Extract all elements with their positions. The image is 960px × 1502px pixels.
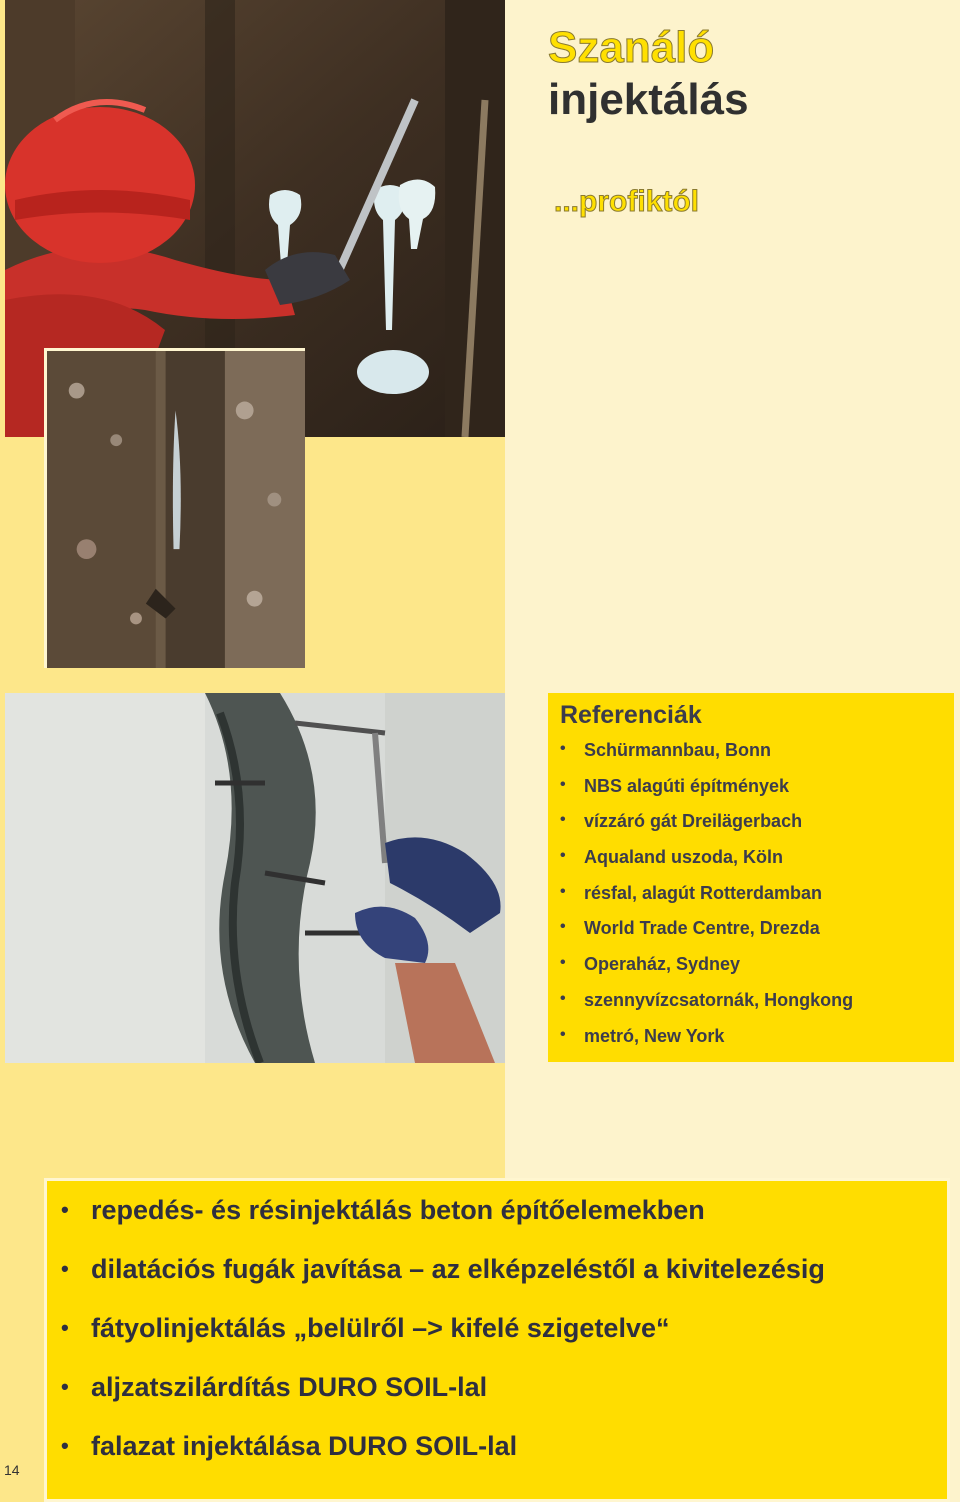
list-item [61, 1254, 825, 1313]
list-item [560, 1026, 853, 1062]
reference-item: Aqualand uszoda, Köln [584, 847, 784, 868]
list-item [61, 1313, 825, 1372]
reference-item: szennyvízcsatornák, Hongkong [584, 989, 854, 1010]
list-item [61, 1195, 825, 1254]
reference-item: NBS alagúti építmények [584, 775, 790, 796]
reference-item: vízzáró gát Dreilägerbach [584, 811, 803, 832]
reference-item: metró, New York [584, 1025, 725, 1046]
service-item: falazat injektálása DURO SOIL-lal [91, 1431, 518, 1461]
reference-item: résfal, alagút Rotterdamban [584, 882, 823, 903]
services-list [61, 1195, 825, 1490]
bullet-icon: • [560, 989, 566, 1007]
list-item [560, 954, 853, 990]
list-item [560, 776, 853, 812]
service-item: repedés- és résinjektálás beton építőelemekben [91, 1195, 705, 1225]
service-item: dilatációs fugák javítása – az elképzeléstől a kivitelezésig [91, 1254, 825, 1284]
reference-item: Operaház, Sydney [584, 954, 741, 975]
list-item [560, 883, 853, 919]
references-heading: Referenciák [560, 701, 702, 729]
service-item: aljzatszilárdítás DURO SOIL-lal [91, 1372, 488, 1402]
list-item [560, 847, 853, 883]
list-item [560, 740, 853, 776]
bullet-icon: • [560, 740, 566, 757]
bullet-icon: • [560, 882, 566, 900]
subtitle: ...profiktól [554, 185, 699, 218]
bullet-icon: • [560, 1025, 566, 1043]
bullet-icon: • [61, 1197, 69, 1222]
list-item [560, 990, 853, 1026]
bullet-icon: • [560, 918, 566, 936]
reference-item: World Trade Centre, Drezda [584, 918, 820, 939]
bullet-icon: • [61, 1256, 69, 1281]
list-item [61, 1372, 825, 1431]
references-list [560, 740, 853, 1061]
list-item [61, 1431, 825, 1490]
references-box [548, 693, 954, 1062]
service-item: fátyolinjektálás „belülről –> kifelé szigetelve“ [91, 1313, 670, 1343]
bullet-icon: • [560, 775, 566, 793]
bullet-icon: • [560, 954, 566, 972]
bullet-icon: • [61, 1315, 69, 1340]
services-box [44, 1178, 950, 1502]
title-main: Szanáló [548, 23, 715, 72]
bullet-icon: • [560, 811, 566, 829]
photo-soil-injection [44, 348, 305, 668]
bullet-icon: • [61, 1433, 69, 1458]
reference-item: Schürmannbau, Bonn [584, 740, 772, 760]
title-secondary: injektálás [548, 75, 749, 124]
page-number: 14 [4, 1462, 20, 1478]
bullet-icon: • [61, 1374, 69, 1399]
photo-wall-injection [5, 693, 505, 1063]
bullet-icon: • [560, 847, 566, 865]
list-item [560, 811, 853, 847]
list-item [560, 918, 853, 954]
title-block [548, 22, 749, 126]
